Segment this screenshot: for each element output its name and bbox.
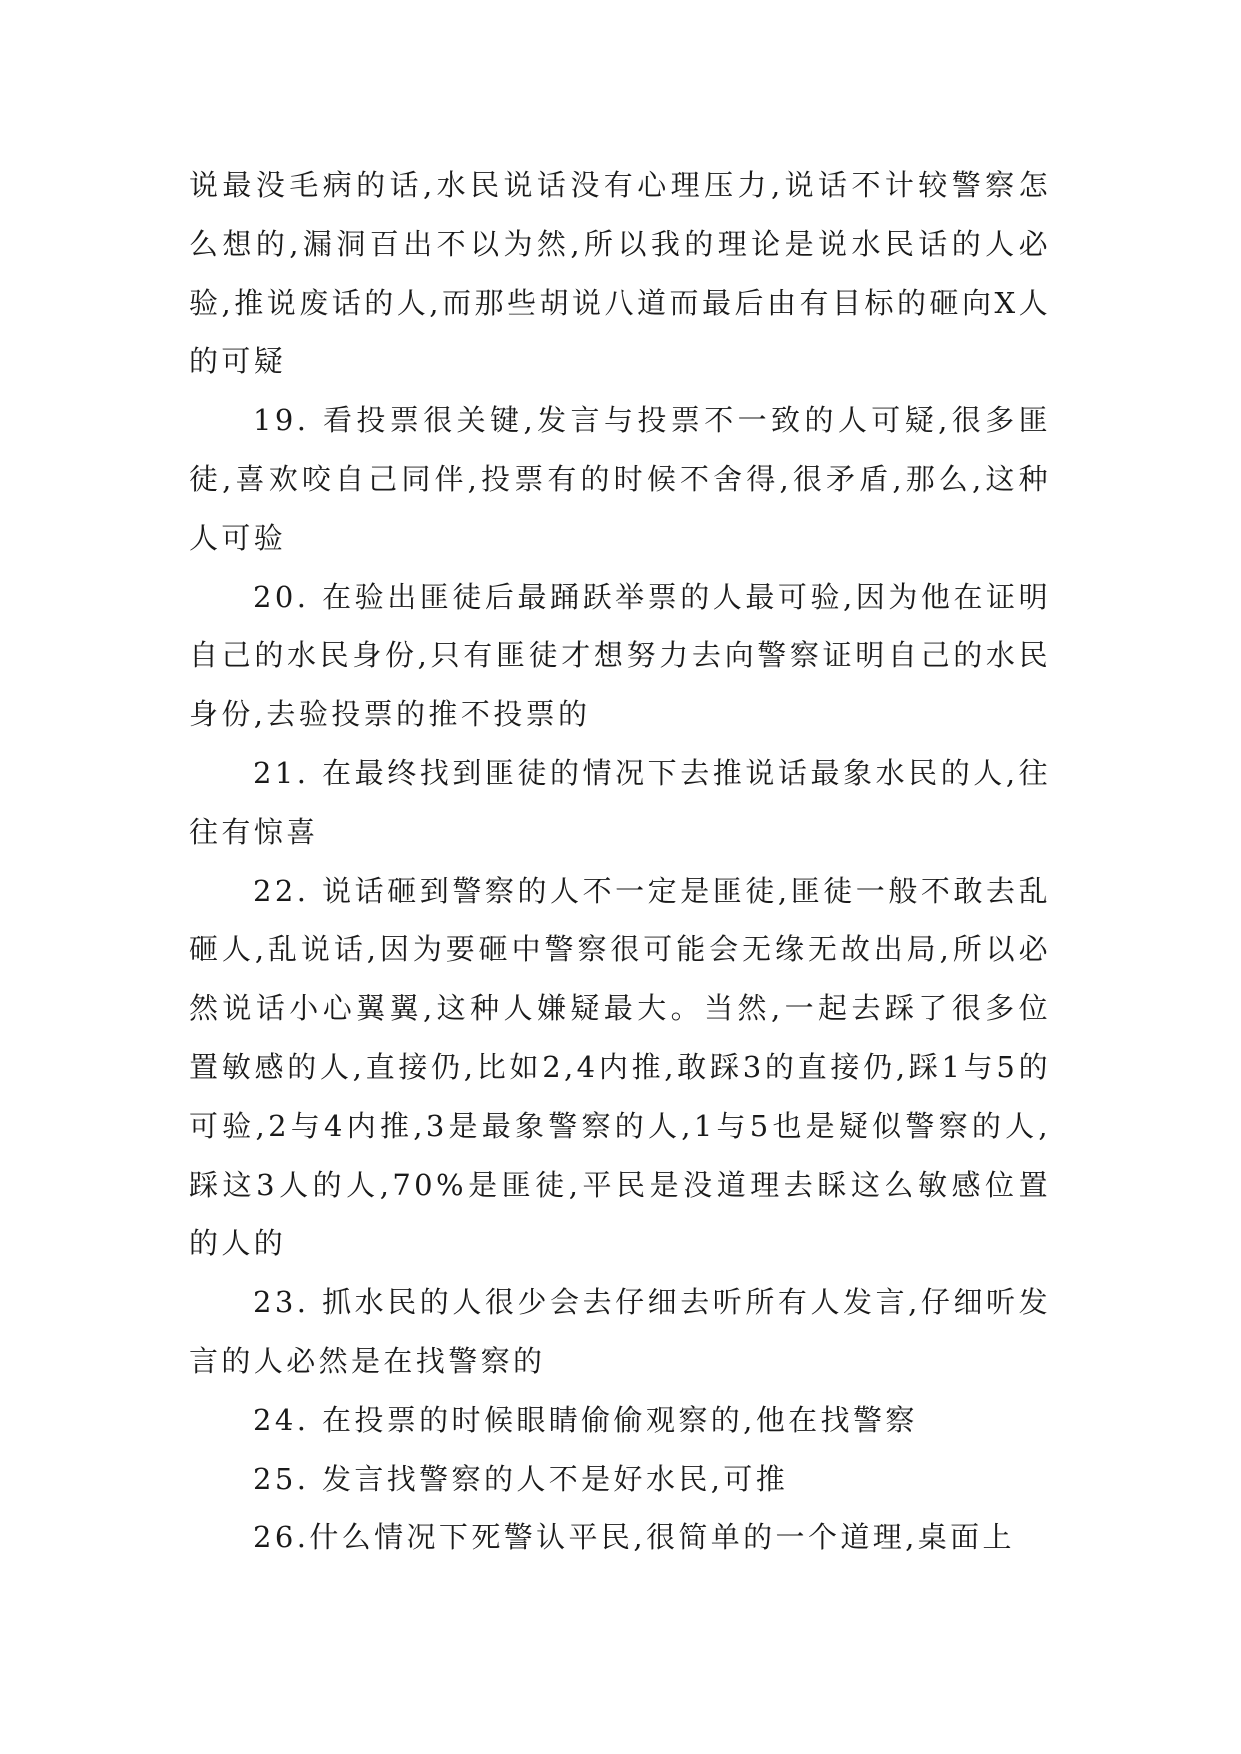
paragraph-item-24: 24. 在投票的时候眼睛偷偷观察的,他在找警察 <box>253 1402 918 1437</box>
paragraph-item-19: 19. 看投票很关键,发言与投票不一致的人可疑,很多匪徒,喜欢咬自己同伴,投票有的时候不舍得,很矛盾,那么,这种人可验 <box>189 403 1051 555</box>
document-body <box>189 156 1051 1567</box>
paragraph-item-21: 21. 在最终找到匪徒的情况下去推说话最象水民的人,往往有惊喜 <box>189 755 1051 849</box>
paragraph-item-26: 26.什么情况下死警认平民,很简单的一个道理,桌面上 <box>253 1520 1015 1555</box>
paragraph-item-23: 23. 抓水民的人很少会去仔细去听所有人发言,仔细听发言的人必然是在找警察的 <box>189 1285 1051 1378</box>
paragraph-item-20: 20. 在验出匪徒后最踊跃举票的人最可验,因为他在证明自己的水民身份,只有匪徒才想努力去向警察证明自己的水民身份,去验投票的推不投票的 <box>189 579 1051 732</box>
paragraph-continuation: 说最没毛病的话,水民说话没有心理压力,说话不计较警察怎么想的,漏洞百出不以为然,所以我的理论是说水民话的人必验,推说废话的人,而那些胡说八道而最后由有目标的砸向X人的可疑 <box>189 168 1051 379</box>
paragraph-item-22: 22. 说话砸到警察的人不一定是匪徒,匪徒一般不敢去乱砸人,乱说话,因为要砸中警察很可能会无缘无故出局,所以必然说话小心翼翼,这种人嫌疑最大。当然,一起去踩了很多位置敏感的人,直接仍,比如2,4内推,敢踩3的直接仍,踩1与5的可验,2与4内推,3是最象警察的人,1与5也是疑似警察的人,踩这3人的人,70%是匪徒,平民是没道理去睬这么敏感位置的人的 <box>189 873 1051 1261</box>
paragraph-item-25: 25. 发言找警察的人不是好水民,可推 <box>253 1461 789 1496</box>
